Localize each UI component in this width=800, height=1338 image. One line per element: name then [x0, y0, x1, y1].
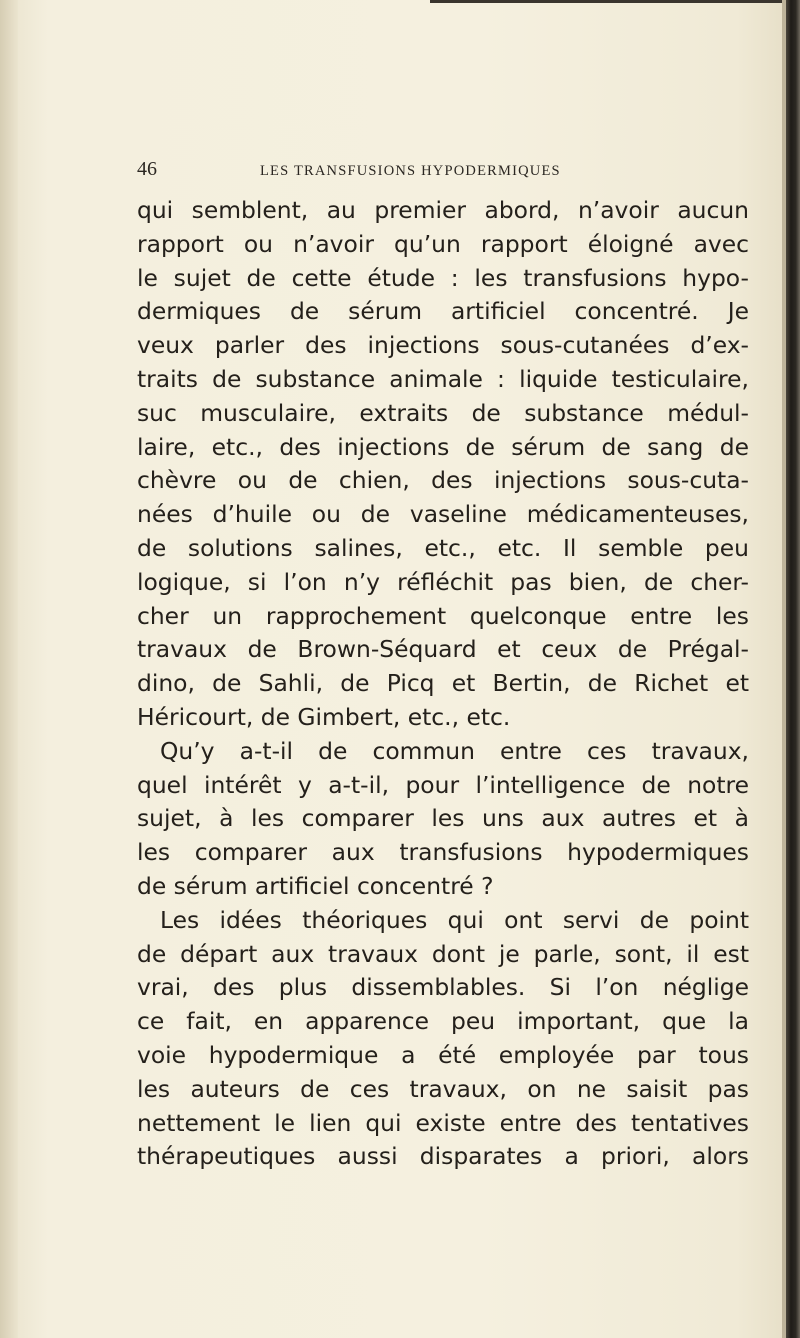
- text-line: traits de substance animale : liquide testiculaire,: [137, 364, 749, 393]
- paragraph-end-line: Héricourt, de Gimbert, etc., etc.: [137, 702, 511, 731]
- text-line: les comparer aux transfusions hypodermiques: [137, 838, 749, 867]
- text-line: de solutions salines, etc., etc. Il semble peu: [137, 533, 749, 562]
- body-text: [137, 194, 749, 1174]
- text-line: de départ aux travaux dont je parle, sont, il est: [137, 939, 749, 968]
- text-line: nées d’huile ou de vaseline médicamenteuses,: [137, 500, 749, 529]
- text-line: veux parler des injections sous-cutanées d’ex-: [137, 331, 749, 360]
- book-binding-edge: [786, 0, 800, 1338]
- page-number: 46: [137, 158, 157, 180]
- paragraph-end-line: de sérum artificiel concentré ?: [137, 871, 494, 900]
- text-line: le sujet de cette étude : les transfusions hypo-: [137, 263, 749, 292]
- text-line: nettement le lien qui existe entre des tentatives: [137, 1108, 749, 1137]
- text-line: dermiques de sérum artificiel concentré. Je: [137, 297, 749, 326]
- paragraph-first-line: Qu’y a-t-il de commun entre ces travaux,: [160, 736, 749, 765]
- text-line: dino, de Sahli, de Picq et Bertin, de Richet et: [137, 669, 749, 698]
- text-line: travaux de Brown-Séquard et ceux de Prégal-: [137, 635, 749, 664]
- text-line: suc musculaire, extraits de substance médul-: [137, 398, 749, 427]
- paragraph-first-line: Les idées théoriques qui ont servi de point: [160, 905, 749, 934]
- text-line: cher un rapprochement quelconque entre les: [137, 601, 749, 630]
- running-title: LES TRANSFUSIONS HYPODERMIQUES: [260, 163, 561, 179]
- text-line: ce fait, en apparence peu important, que la: [137, 1007, 749, 1036]
- text-line: logique, si l’on n’y réfléchit pas bien, de cher-: [137, 567, 749, 596]
- text-line: vrai, des plus dissemblables. Si l’on néglige: [137, 973, 749, 1002]
- text-line: les auteurs de ces travaux, on ne saisit pas: [137, 1074, 749, 1103]
- running-header: [137, 158, 737, 186]
- text-line: chèvre ou de chien, des injections sous-cuta-: [137, 466, 749, 495]
- page-left-shadow: [0, 0, 18, 1338]
- text-line: quel intérêt y a-t-il, pour l’intelligence de notre: [137, 770, 749, 799]
- text-line: rapport ou n’avoir qu’un rapport éloigné avec: [137, 229, 749, 258]
- text-line: laire, etc., des injections de sérum de sang de: [137, 432, 749, 461]
- text-line: voie hypodermique a été employée par tous: [137, 1040, 749, 1069]
- text-line: thérapeutiques aussi disparates a priori, alors: [137, 1142, 749, 1171]
- text-line: sujet, à les comparer les uns aux autres et à: [137, 804, 749, 833]
- text-line: qui semblent, au premier abord, n’avoir aucun: [137, 196, 749, 224]
- page-top-edge: [430, 0, 790, 3]
